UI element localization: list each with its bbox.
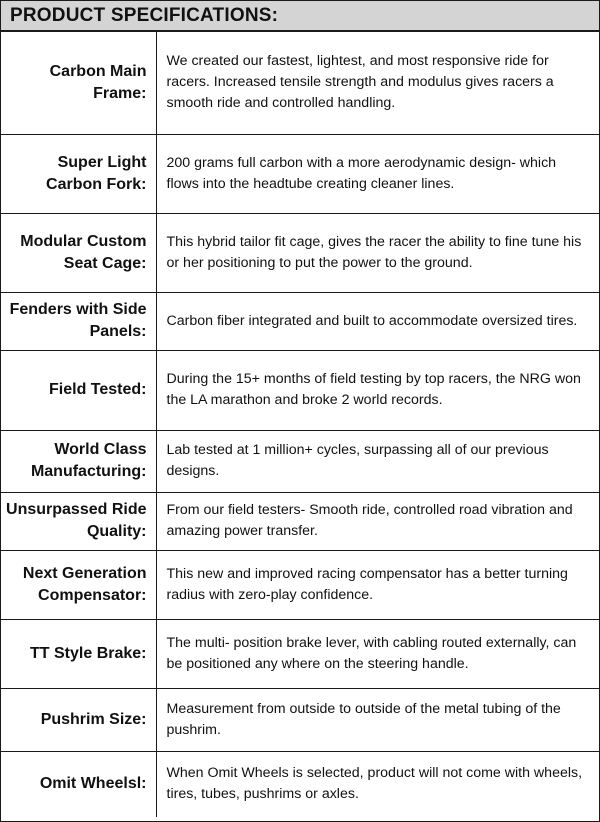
spec-description: Carbon fiber integrated and built to accommodate oversized tires.: [156, 292, 599, 350]
table-row: [1, 350, 599, 430]
table-row: [1, 688, 599, 751]
spec-header: [1, 1, 599, 32]
page-title: PRODUCT SPECIFICATIONS:: [10, 4, 279, 26]
table-row: [1, 751, 599, 817]
spec-label: Omit Wheelsl:: [1, 751, 156, 817]
spec-label: Pushrim Size:: [1, 688, 156, 751]
spec-description: Lab tested at 1 million+ cycles, surpassing all of our previous designs.: [156, 430, 599, 492]
spec-description: During the 15+ months of field testing by top racers, the NRG won the LA marathon and broke 2 world records.: [156, 350, 599, 430]
table-row: [1, 619, 599, 688]
table-row: [1, 430, 599, 492]
spec-description: This hybrid tailor fit cage, gives the racer the ability to fine tune his or her positioning to put the power to the ground.: [156, 213, 599, 292]
table-row: [1, 134, 599, 213]
table-row: [1, 213, 599, 292]
table-row: [1, 32, 599, 134]
table-row: [1, 550, 599, 619]
spec-description: When Omit Wheels is selected, product will not come with wheels, tires, tubes, pushrims or axles.: [166, 765, 583, 803]
spec-table: [1, 32, 599, 817]
spec-description: This new and improved racing compensator has a better turning radius with zero-play confidence.: [156, 550, 599, 619]
spec-label: Unsurpassed Ride Quality:: [1, 492, 156, 550]
spec-description: The multi- position brake lever, with cabling routed externally, can be positioned any where on the steering handle.: [156, 619, 599, 688]
spec-description: We created our fastest, lightest, and most responsive ride for racers. Increased tensile strength and modulus gives racers a smooth ride and controlled handling.: [156, 32, 599, 134]
table-row: [1, 292, 599, 350]
spec-description: Measurement from outside to outside of the metal tubing of the pushrim.: [156, 688, 599, 751]
spec-label: Field Tested:: [1, 350, 156, 430]
spec-label: World Class Manufacturing:: [1, 430, 156, 492]
spec-label: Next Generation Compensator:: [1, 550, 156, 619]
spec-label: Super Light Carbon Fork:: [1, 134, 156, 213]
spec-label: Modular Custom Seat Cage:: [1, 213, 156, 292]
spec-label: TT Style Brake:: [1, 619, 156, 688]
table-row: [1, 492, 599, 550]
spec-description: 200 grams full carbon with a more aerodynamic design- which flows into the headtube creating cleaner lines.: [156, 134, 599, 213]
spec-label: Carbon Main Frame:: [1, 32, 156, 134]
spec-description: From our field testers- Smooth ride, controlled road vibration and amazing power transfer.: [156, 492, 599, 550]
spec-label: Fenders with Side Panels:: [1, 292, 156, 350]
